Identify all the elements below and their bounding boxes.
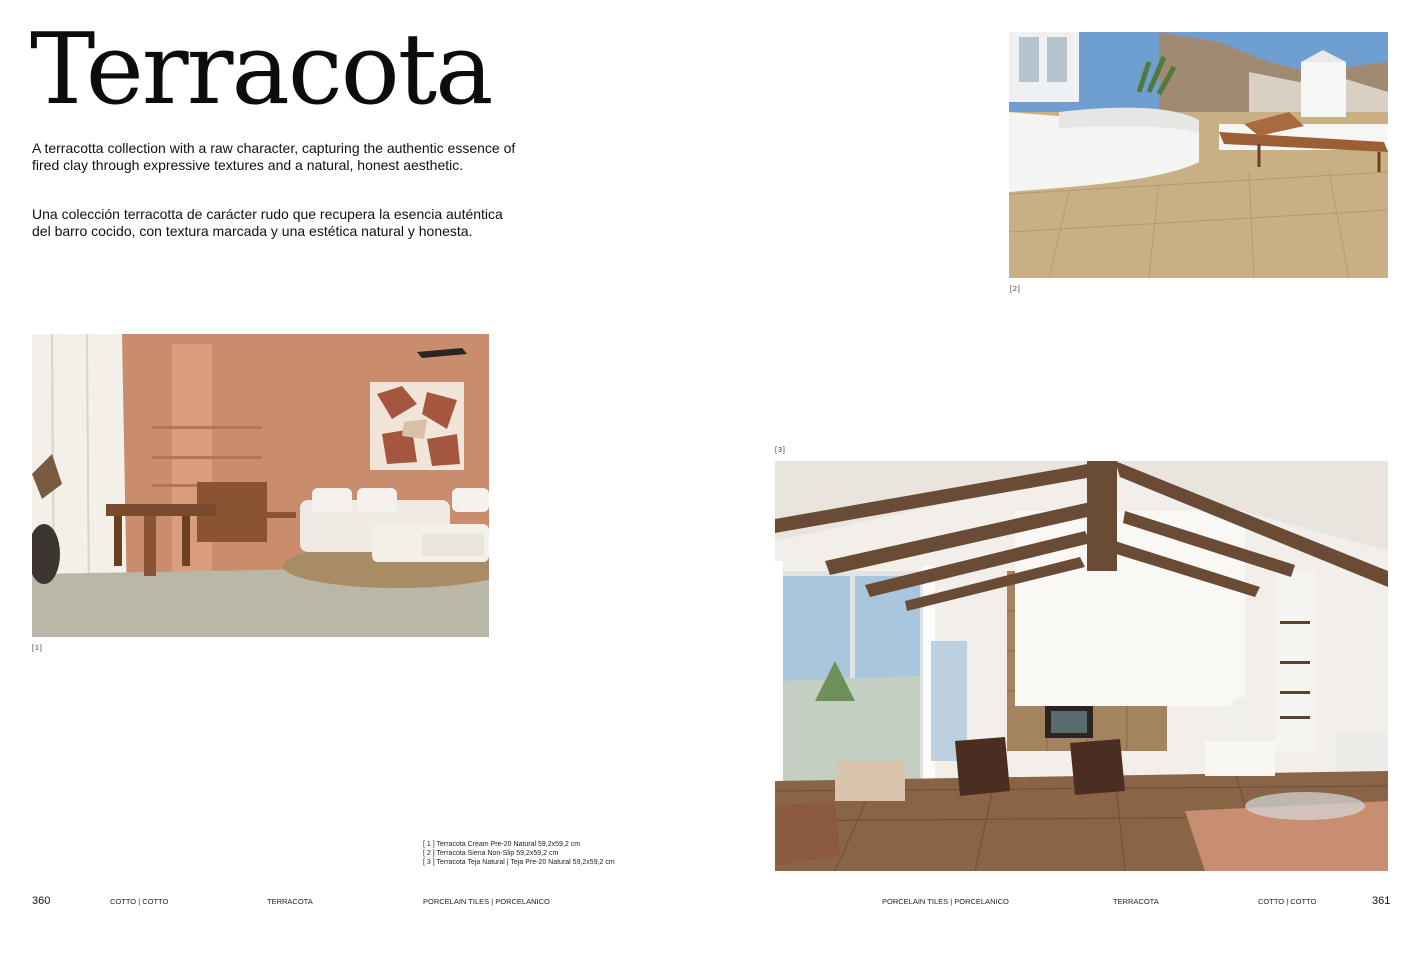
- page-number-right: 361: [1372, 895, 1391, 907]
- page-number-left: 360: [32, 895, 51, 907]
- credit-line: [ 2 ] Terracota Siena Non-Slip 59,2x59,2 cm: [423, 850, 559, 857]
- footer-category-right: COTTO | COTTO: [1258, 897, 1317, 906]
- credit-line: [ 1 ] Terracota Cream Pre-20 Natural 59,2x59,2 cm: [423, 841, 581, 848]
- footer-product-right: PORCELAIN TILES | PORCELANICO: [882, 897, 1009, 906]
- vaulted-room-caption: [3]: [775, 447, 786, 454]
- intro-spanish: Una colección terracotta de carácter rudo que recupera la esencia auténtica del barro cocido, con textura marcada y una estética natural y honesta.: [32, 206, 503, 239]
- vaulted-room-photo: [775, 461, 1388, 871]
- footer-collection-left: TERRACOTA: [267, 897, 313, 906]
- footer-product-left: PORCELAIN TILES | PORCELANICO: [423, 897, 550, 906]
- footer-collection-right: TERRACOTA: [1113, 897, 1159, 906]
- terrace-caption: [2]: [1010, 286, 1021, 293]
- living-room-photo: [32, 334, 489, 637]
- page-title: Terracota: [30, 13, 492, 127]
- terrace-photo: [1009, 32, 1388, 278]
- living-room-caption: [1]: [32, 645, 43, 652]
- intro-english: A terracotta collection with a raw character, capturing the authentic essence of fired clay through expressive textures and a natural, honest aesthetic.: [32, 140, 516, 173]
- image-credits: [423, 840, 615, 867]
- credit-line: [ 3 ] Terracota Teja Natural | Teja Pre-20 Natural 59,2x59,2 cm: [423, 859, 615, 866]
- footer-category-left: COTTO | COTTO: [110, 897, 169, 906]
